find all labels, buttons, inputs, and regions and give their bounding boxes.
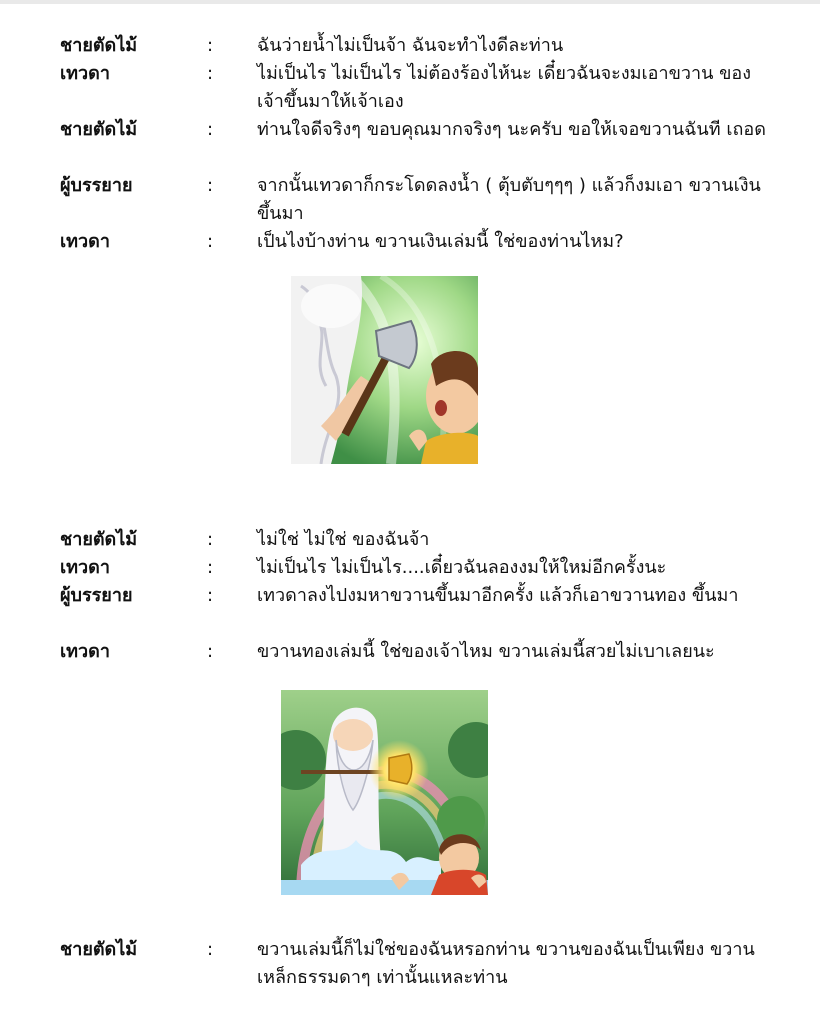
separator: : — [207, 557, 214, 578]
speaker-name: ชายตัดไม้ — [60, 35, 138, 56]
speaker-name: ผู้บรรยาย — [60, 585, 133, 606]
speaker-name: ผู้บรรยาย — [60, 175, 133, 196]
dialogue-text: เป็นไงบ้างท่าน ขวานเงินเล่มนี้ ใช่ของท่านไหม? — [257, 231, 624, 252]
illustration-golden-axe — [281, 690, 488, 895]
separator: : — [207, 231, 214, 252]
separator: : — [207, 939, 214, 960]
dialogue-text: ไม่เป็นไร ไม่เป็นไร ไม่ต้องร้องไห้นะ เดี๋ยวฉันจะงมเอาขวาน ของเจ้าขึ้นมาให้เจ้าเอง — [257, 63, 752, 112]
speaker-name: เทวดา — [60, 557, 110, 578]
dialogue-text: เทวดาลงไปงมหาขวานขึ้นมาอีกครั้ง แล้วก็เอาขวานทอง ขึ้นมา — [257, 585, 739, 606]
illustration-silver-axe — [291, 276, 478, 464]
speaker-name: เทวดา — [60, 231, 110, 252]
speaker-name: ชายตัดไม้ — [60, 119, 138, 140]
dialogue-text: ไม่ใช่ ไม่ใช่ ของฉันจ้า — [257, 529, 430, 550]
speaker-name: ชายตัดไม้ — [60, 939, 138, 960]
dialogue-text: จากนั้นเทวดาก็กระโดดลงน้ำ ( ตุ้บตับๆๆๆ ) แล้วก็งมเอา ขวานเงินขึ้นมา — [257, 175, 761, 224]
dialogue-text: ฉันว่ายน้ำไม่เป็นจ้า ฉันจะทำไงดีละท่าน — [257, 35, 564, 56]
separator: : — [207, 35, 214, 56]
separator: : — [207, 119, 214, 140]
separator: : — [207, 529, 214, 550]
separator: : — [207, 175, 214, 196]
dialogue-text: ขวานเล่มนี้ก็ไม่ใช่ของฉันหรอกท่าน ขวานของฉันเป็นเพียง ขวานเหล็กธรรมดาๆ เท่านั้นแหละท่าน — [257, 939, 755, 988]
dialogue-text: ไม่เป็นไร ไม่เป็นไร....เดี๋ยวฉันลองงมให้ใหม่อีกครั้งนะ — [257, 557, 667, 578]
dialogue-text: ท่านใจดีจริงๆ ขอบคุณมากจริงๆ นะครับ ขอให้เจอขวานฉันที เถอด — [257, 119, 766, 140]
dialogue-text: ขวานทองเล่มนี้ ใช่ของเจ้าไหม ขวานเล่มนี้สวยไม่เบาเลยนะ — [257, 641, 715, 662]
separator: : — [207, 641, 214, 662]
speaker-name: เทวดา — [60, 63, 110, 84]
speaker-name: ชายตัดไม้ — [60, 529, 138, 550]
separator: : — [207, 585, 214, 606]
speaker-name: เทวดา — [60, 641, 110, 662]
page-top-edge — [0, 0, 820, 4]
separator: : — [207, 63, 214, 84]
